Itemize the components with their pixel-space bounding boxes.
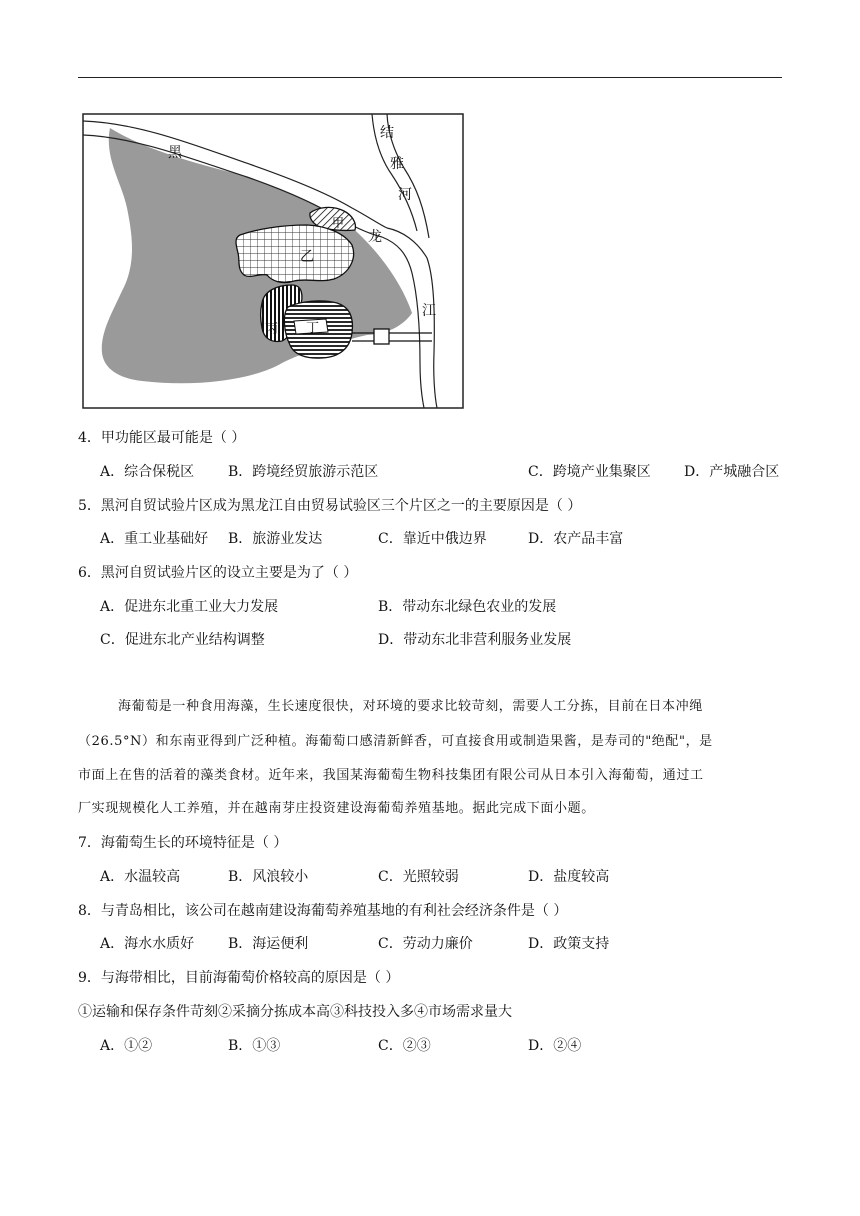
label-long: 龙 <box>368 229 382 245</box>
passage-line-1: 海葡萄是一种食用海藻，生长速度很快，对环境的要求比较苛刻，需要人工分拣，目前在日本冲绳 <box>118 699 703 714</box>
q8-option-d: D．政策支持 <box>528 936 610 952</box>
question-5-stem: 5．黑河自贸试验片区成为黑龙江自由贸易试验区三个片区之一的主要原因是（ ） <box>78 498 582 514</box>
q5-option-a: A．重工业基础好 <box>100 531 209 547</box>
bridge-box <box>374 329 389 344</box>
label-jiang: 江 <box>422 303 436 319</box>
q6-option-b: B．带动东北绿色农业的发展 <box>378 599 557 615</box>
map-figure <box>82 113 464 409</box>
label-ding: 丁 <box>306 321 320 336</box>
label-jia: 甲 <box>332 216 345 230</box>
question-9-statement: ①运输和保存条件苛刻②采摘分拣成本高③科技投入多④市场需求量大 <box>78 1004 512 1020</box>
q7-option-a: A．水温较高 <box>100 869 181 885</box>
label-hei: 黑 <box>168 145 182 161</box>
q5-option-d: D．农产品丰富 <box>528 531 624 547</box>
q6-option-d: D．带动东北非营利服务业发展 <box>378 632 572 648</box>
label-he: 河 <box>398 187 412 203</box>
question-6-stem: 6．黑河自贸试验片区的设立主要是为了（ ） <box>78 565 358 581</box>
q4-option-c: C．跨境产业集聚区 <box>528 464 651 480</box>
q7-option-c: C．光照较弱 <box>378 869 459 885</box>
zone-yi <box>236 225 354 283</box>
q6-option-a: A．促进东北重工业大力发展 <box>100 599 279 615</box>
q4-option-a: A．综合保税区 <box>100 464 195 480</box>
q8-option-b: B．海运便利 <box>228 936 309 952</box>
label-jie: 结 <box>380 125 394 141</box>
q9-option-b: B．①③ <box>228 1038 281 1054</box>
q9-option-c: C．②③ <box>378 1038 431 1054</box>
question-7-stem: 7．海葡萄生长的环境特征是（ ） <box>78 835 288 851</box>
header-rule <box>78 77 782 78</box>
q7-option-b: B．风浪较小 <box>228 869 309 885</box>
label-ya: 雅 <box>390 156 404 172</box>
question-8-stem: 8．与青岛相比，该公司在越南建设海葡萄养殖基地的有利社会经济条件是（ ） <box>78 903 568 919</box>
q8-option-a: A．海水水质好 <box>100 936 195 952</box>
q6-option-c: C．促进东北产业结构调整 <box>100 632 265 648</box>
passage-line-2: （26.5°N）和东南亚得到广泛种植。海葡萄口感清新鲜香，可直接食用或制造果酱，是寿司的"绝配"，是 <box>78 734 713 749</box>
q9-option-a: A．①② <box>100 1038 153 1054</box>
q5-option-b: B．旅游业发达 <box>228 531 323 547</box>
question-9-stem: 9．与海带相比，目前海葡萄价格较高的原因是（ ） <box>78 970 400 986</box>
question-4-stem: 4．甲功能区最可能是（ ） <box>78 430 246 446</box>
label-bing: 丙 <box>265 322 279 337</box>
q4-option-d: D．产城融合区 <box>684 464 780 480</box>
q5-option-c: C．靠近中俄边界 <box>378 531 487 547</box>
passage-line-4: 厂实现规模化人工养殖，并在越南芽庄投资建设海葡萄养殖基地。据此完成下面小题。 <box>78 801 595 816</box>
q7-option-d: D．盐度较高 <box>528 869 610 885</box>
q9-option-d: D．②④ <box>528 1038 582 1054</box>
passage-line-3: 市面上在售的活着的藻类食材。近年来，我国某海葡萄生物科技集团有限公司从日本引入海葡萄，通过工 <box>78 768 704 783</box>
q4-option-b: B．跨境经贸旅游示范区 <box>228 464 379 480</box>
label-yi: 乙 <box>300 249 314 265</box>
q8-option-c: C．劳动力廉价 <box>378 936 473 952</box>
